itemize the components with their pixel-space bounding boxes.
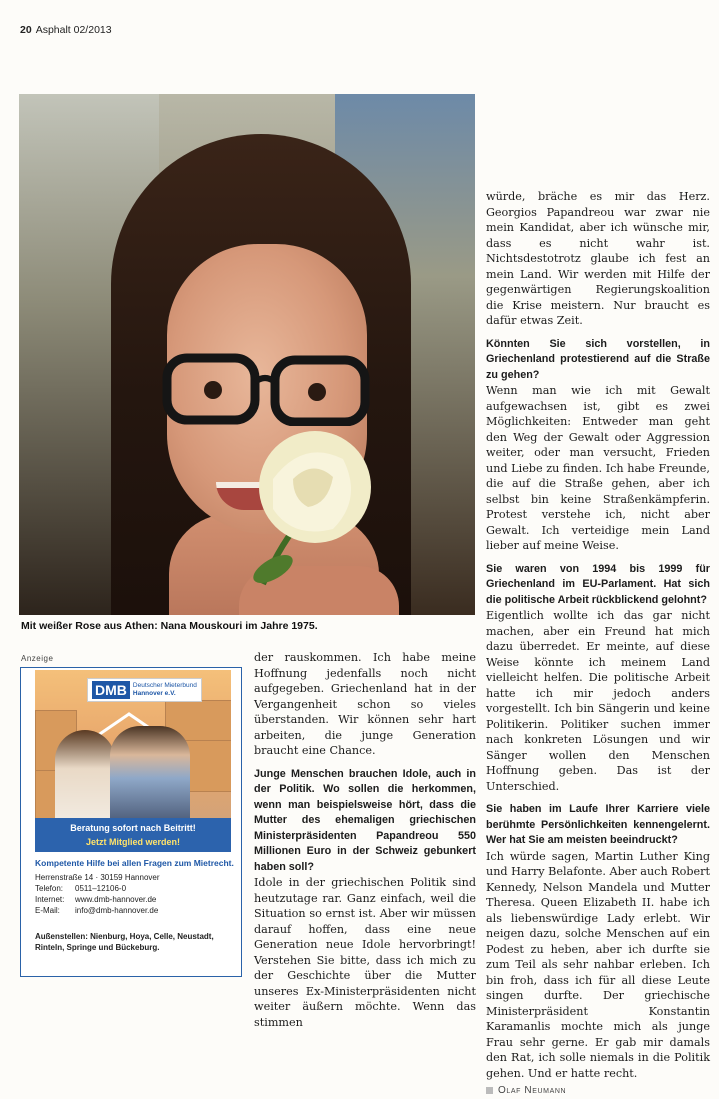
ad-label: Anzeige [21, 654, 54, 663]
ad-email-link[interactable]: info@dmb-hannover.de [75, 906, 159, 915]
article-column-3 [486, 189, 710, 1099]
paragraph: Idole in der griechischen Politik sind heutzutage rar. Ganz einfach, weil die Situation so ernst ist. Aber wir müssen darauf hoffen, dass eine neue Generation neue Idole hervorbringt! Verstehen Sie bitte, dass ich mich zu der Geschichte über die Mutter unseres Ex-Ministerpräsidenten nicht weiter äußern möchte. Wenn das stimmen [254, 876, 476, 1029]
paragraph: Wenn man wie ich mit Gewalt aufgewachsen ist, gibt es zwei Möglichkeiten: Entweder man geht den Weg der Gewalt oder Aggression weiter, oder man versucht, Frieden und Liebe zu finden. Ich habe Freunde, die auf die Straße gehen, aber ich selbst bin keine Straßenkämpferin. Protest verstehe ich, nicht aber Gewalt. Ich verteidige mein Land lieber auf meine Weise. [486, 384, 710, 552]
article-column-2 [254, 650, 476, 1030]
paragraph: würde, bräche es mir das Herz. Georgios Papandreou war zwar nie mein Kandidat, aber ich wünsche mir, dass es nicht wahr ist. Nichtsdestotrotz glaube ich fest an mein Land. Wir werden mit Hilfe der gegenwärtigen Regierungskoalition die Krise meistern. Nur braucht es dafür etwas Zeit. [486, 190, 710, 327]
page-number: 20 [20, 24, 32, 36]
interview-question: Könnten Sie sich vorstellen, in Griechenland protestierend auf die Straße zu gehen? [486, 337, 710, 381]
ad-headline: Kompetente Hilfe bei allen Fragen zum Mietrecht. [35, 858, 234, 868]
interview-question: Junge Menschen brauchen Idole, auch in der Politik. Wo sollen die herkommen, wenn man beispielsweise hört, dass die Mutter des ehemaligen griechischen Ministerpräsidenten Papandreou 550 Millionen Euro in der Schweiz gebunkert haben soll? [254, 767, 476, 873]
paragraph: Eigentlich wollte ich das gar nicht machen, aber ein Freund hat mich dazu überredet. Er meinte, auf diese Weise könnte ich meinem Land vielleicht helfen. Die politische Arbeit hatte ich mir jedoch anders vorgestellt. Ich bin Sängerin und keine Politikerin. Politiker suchen immer nach konkreten Lösungen und wir Sänger wollen den Menschen Hoffnung geben. Das ist der Unterschied. [486, 609, 710, 793]
interview-question: Sie haben im Laufe Ihrer Karriere viele berühmte Persönlichkeiten kennengelernt. Wer hat Sie am meisten beeindruckt? [486, 803, 710, 846]
page-header [20, 24, 112, 36]
portrait-photo [19, 94, 475, 615]
photo-caption: Mit weißer Rose aus Athen: Nana Mouskouri im Jahre 1975. [21, 620, 318, 632]
author-signature: Olaf Neumann [486, 1083, 710, 1099]
glasses-shape [151, 352, 375, 426]
ad-contact: Herrenstraße 14 · 30159 Hannover Telefon: 0511–12106-0 Internet: www.dmb-hannover.de E-Mail: info@dmb-hannover.de [35, 873, 160, 915]
ad-banner: Beratung sofort nach Beitritt! Jetzt Mitglied werden! [35, 818, 231, 852]
paragraph: Ich würde sagen, Martin Luther King und Harry Belafonte. Aber auch Robert Kennedy, Nelson Mandela und Mutter Theresa. Queen Elizabeth II. habe ich als liebenswürdige Lady erlebt. Wir neigen dazu, solche Menschen auf ein Podest zu heben, aber ich durfte sie zum Teil als sehr nahbar erleben. Ich bin froh, dass ich für all diese Leute singen durfte. Der griechische Ministerpräsident Konstantin Karamanlis mochte mich als junge Frau sehr gerne. Er gab mir damals den Rat, ich solle niemals in die Politik gehen. Und er hatte recht. [486, 849, 710, 1080]
rose-shape [233, 419, 383, 589]
paragraph: der rauskommen. Ich habe meine Hoffnung jedenfalls noch nicht aufgegeben. Griechenland hat in der Vergangenheit schon so vieles überstanden. Wir können sehr hart arbeiten, die junge Generation braucht eine Chance. [254, 651, 476, 757]
dmb-advertisement[interactable] [20, 667, 242, 977]
interview-question: Sie waren von 1994 bis 1999 für Griechenland im EU-Parlament. Hat sich die politische Arbeit rückblickend gelohnt? [486, 562, 710, 606]
ad-web-link[interactable]: www.dmb-hannover.de [75, 895, 157, 904]
ad-branches: Außenstellen: Nienburg, Hoya, Celle, Neustadt, Rinteln, Springe und Bückeburg. [35, 932, 214, 952]
magazine-issue: Asphalt 02/2013 [35, 24, 112, 36]
dmb-logo: DMB Deutscher Mieterbund Hannover e.V. [87, 678, 202, 702]
